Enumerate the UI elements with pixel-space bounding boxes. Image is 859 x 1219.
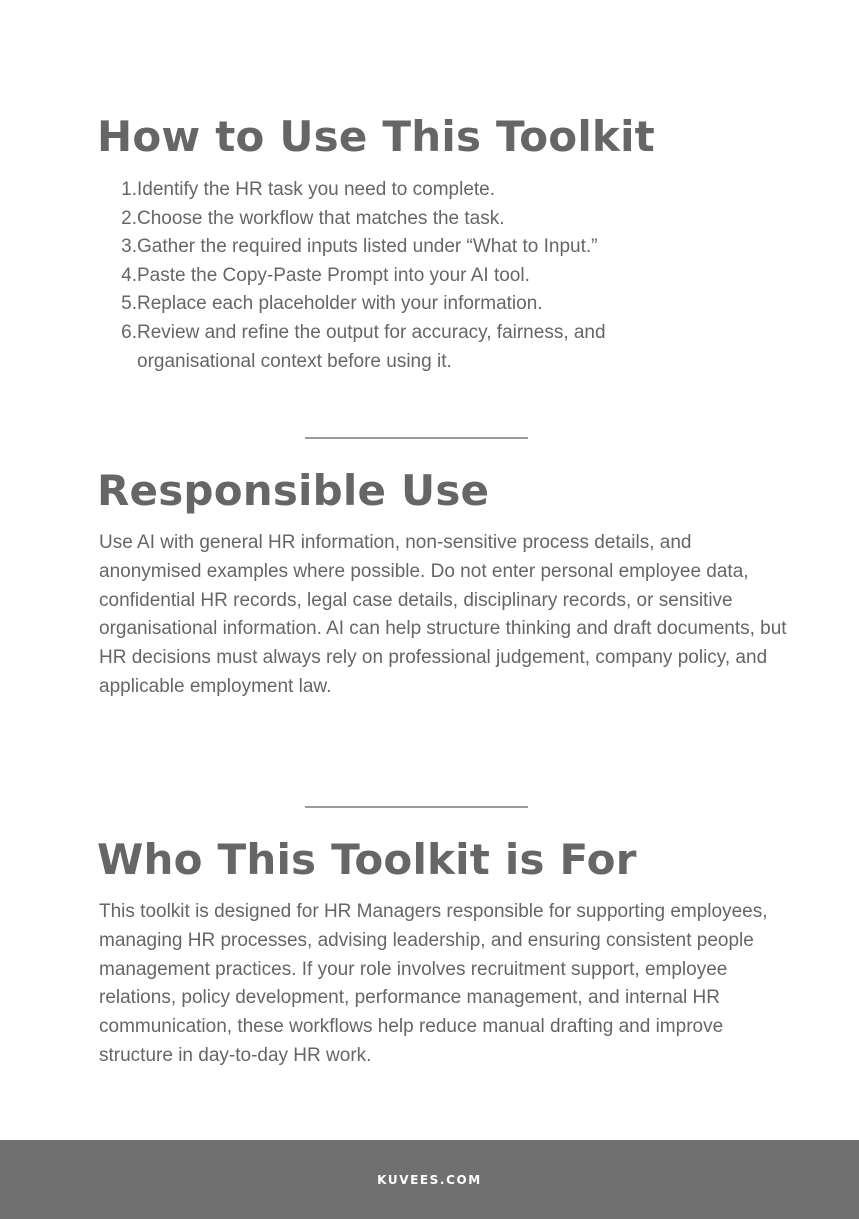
section-title-how-to-use: How to Use This Toolkit [97, 112, 655, 161]
step-number: 4. [121, 264, 137, 286]
step-number: 5. [121, 293, 137, 315]
responsible-use-paragraph: Use AI with general HR information, non-sensitive process details, and anonymised examples where possible. Do not enter personal employee data, confidential HR records, legal case details, disciplinary records, or sensitive organisational information. AI can help structure thinking and draft documents, but HR decisions must always rely on professional judgement, company policy, and applicable employment law. [99, 532, 787, 697]
section-title-who-for: Who This Toolkit is For [97, 835, 637, 884]
list-item [115, 262, 695, 291]
section-title-responsible-use: Responsible Use [97, 466, 490, 515]
step-number: 2. [121, 207, 137, 229]
step-text: Paste the Copy-Paste Prompt into your AI tool. [137, 264, 530, 286]
step-number: 6. [121, 321, 137, 343]
step-number: 3. [121, 236, 137, 258]
list-item [115, 319, 695, 376]
step-text: Gather the required inputs listed under “What to Input.” [137, 236, 598, 258]
footer-bar [0, 1140, 859, 1219]
step-text: Choose the workflow that matches the task. [137, 207, 505, 229]
section-divider [305, 437, 528, 439]
footer-site-link[interactable]: KUVEES.COM [377, 1172, 482, 1187]
step-text: Replace each placeholder with your information. [137, 293, 543, 315]
list-item [115, 290, 695, 319]
who-for-paragraph: This toolkit is designed for HR Managers responsible for supporting employees, managing HR processes, advising leadership, and ensuring consistent people management practices. If your role involves recruitment support, employee relations, policy development, performance management, and internal HR communication, these workflows help reduce manual drafting and improve structure in day-to-day HR work. [99, 901, 768, 1066]
section-divider [305, 806, 528, 808]
step-text: Identify the HR task you need to complete. [137, 179, 496, 200]
list-item [115, 233, 695, 262]
step-text: Review and refine the output for accuracy, fairness, and organisational context before using it. [137, 321, 606, 372]
list-item [115, 176, 695, 205]
steps-list [115, 176, 695, 376]
step-number: 1. [121, 179, 137, 200]
list-item [115, 205, 695, 234]
